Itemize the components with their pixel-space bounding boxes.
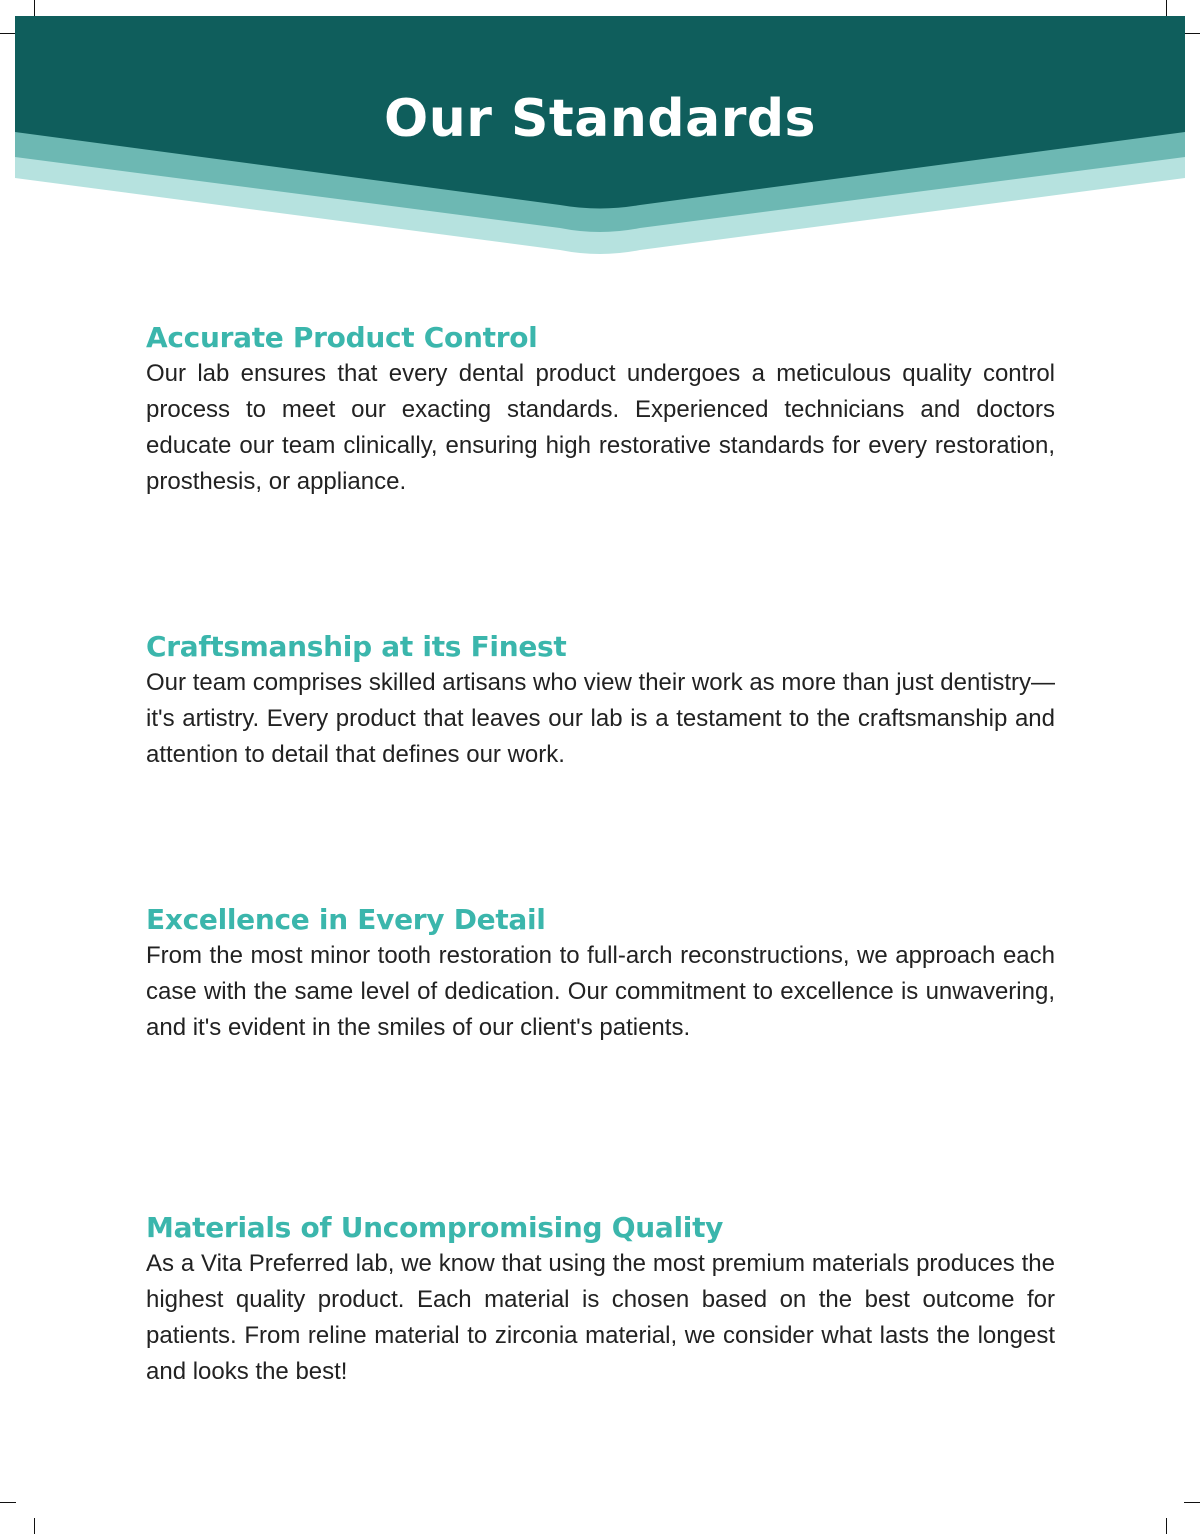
section-heading: Excellence in Every Detail bbox=[146, 903, 546, 936]
section-heading: Materials of Uncompromising Quality bbox=[146, 1211, 724, 1244]
crop-mark-bottom-left-horizontal bbox=[0, 1502, 16, 1503]
section-heading: Craftsmanship at its Finest bbox=[146, 630, 567, 663]
crop-mark-bottom-right-vertical bbox=[1166, 1518, 1167, 1534]
section-body: Our lab ensures that every dental product undergoes a meticulous quality control process to meet our exacting standards. Experienced technicians and doctors educate our team clinically, ensuring high restorative standards for every restoration, prosthesis, or appliance. bbox=[146, 360, 1055, 495]
section-materials bbox=[146, 1210, 1055, 1390]
section-heading: Accurate Product Control bbox=[146, 321, 538, 354]
section-excellence bbox=[146, 902, 1055, 1046]
header-banner bbox=[0, 0, 1200, 270]
section-accurate-product-control bbox=[146, 320, 1055, 500]
section-body: From the most minor tooth restoration to full-arch reconstructions, we approach each case with the same level of dedication. Our commitment to excellence is unwavering, and it's evident in the smiles of our client's patients. bbox=[146, 942, 1055, 1041]
crop-mark-bottom-right-horizontal bbox=[1184, 1502, 1200, 1503]
section-body: Our team comprises skilled artisans who view their work as more than just dentistry—it's artistry. Every product that leaves our lab is a testament to the craftsmanship and attention to detail that defines our work. bbox=[146, 669, 1055, 768]
page-title: Our Standards bbox=[383, 89, 817, 149]
section-body: As a Vita Preferred lab, we know that using the most premium materials produces the highest quality product. Each material is chosen based on the best outcome for patients. From reline material to zirconia material, we consider what lasts the longest and looks the best! bbox=[146, 1250, 1055, 1385]
section-craftsmanship bbox=[146, 629, 1055, 773]
crop-mark-bottom-left-vertical bbox=[34, 1518, 35, 1534]
